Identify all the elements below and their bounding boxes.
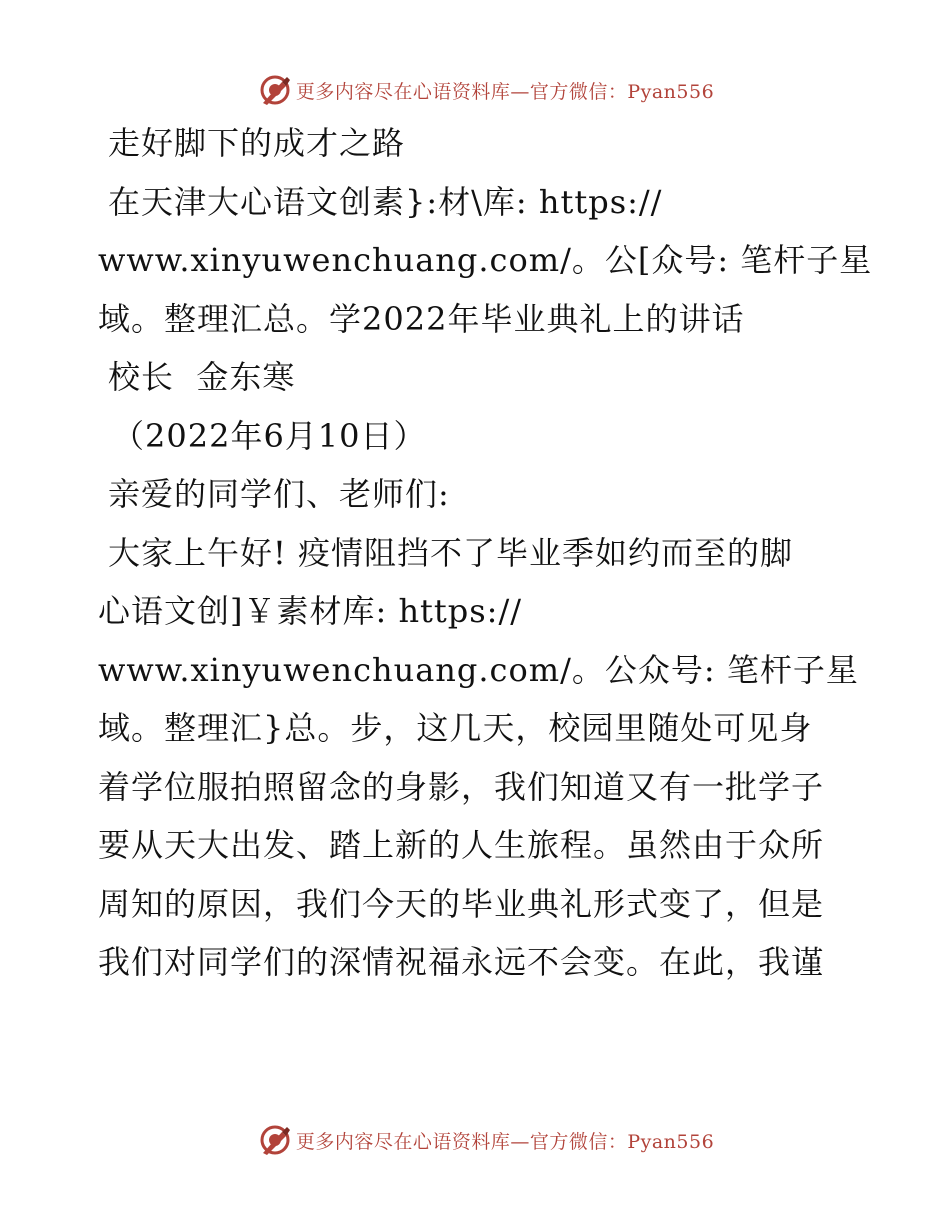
date-line: （2022年6月10日） [112, 416, 427, 455]
paragraph-line: 着学位服拍照留念的身影，我们知道又有一批学子 [98, 767, 825, 806]
paragraph-line: 大家上午好! 疫情阻挡不了毕业季如约而至的脚 [108, 533, 794, 572]
watermark-text: 更多内容尽在心语资料库—官方微信：Pyan556 [295, 1130, 715, 1153]
paragraph-line: 心语文创]￥素材库: https:// [98, 592, 523, 630]
watermark-group [258, 1123, 714, 1157]
watermark-group [258, 73, 714, 107]
paragraph-line: 域。整理汇总。学2022年毕业典礼上的讲话 [98, 299, 745, 338]
paragraph-line: 域。整理汇}总。步，这几天，校园里随处可见身 [98, 709, 813, 747]
watermark-text: 更多内容尽在心语资料库—官方微信：Pyan556 [295, 80, 715, 103]
footer-watermark [0, 1120, 950, 1160]
paragraph-line: www.xinyuwenchuang.com/。公众号: 笔杆子星 [98, 650, 859, 689]
salutation-line: 亲爱的同学们、老师们: [108, 475, 450, 513]
paragraph-line: 在天津大心语文创素}:材\库: https:// [108, 182, 663, 221]
pen-logo-icon [258, 1123, 292, 1157]
document-title: 走好脚下的成才之路 [108, 124, 406, 162]
paragraph-line: 我们对同学们的深情祝福永远不会变。在此，我谨 [98, 943, 825, 981]
author-line: 校长 金东寒 [108, 358, 296, 396]
paragraph-line: 要从天大出发、踏上新的人生旅程。虽然由于众所 [98, 826, 825, 864]
pen-logo-icon [258, 73, 292, 107]
paragraph-line: 周知的原因，我们今天的毕业典礼形式变了，但是 [98, 884, 825, 923]
document-body [98, 114, 873, 992]
paragraph-line: www.xinyuwenchuang.com/。公[众号: 笔杆子星 [98, 241, 873, 279]
header-watermark [0, 70, 950, 110]
